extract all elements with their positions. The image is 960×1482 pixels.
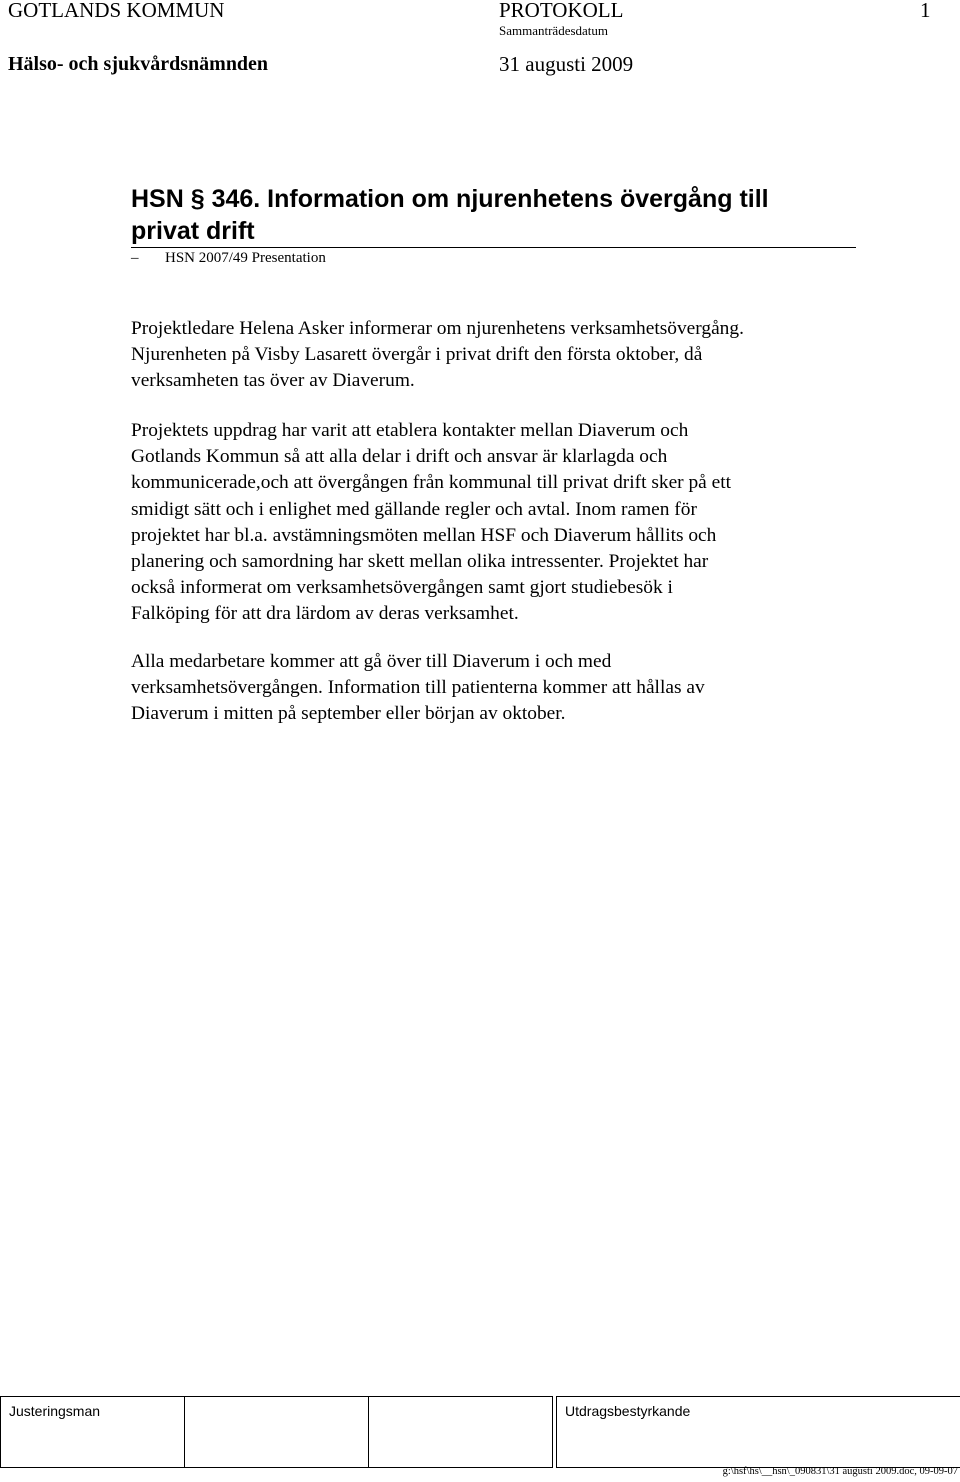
paragraph-2 (131, 418, 831, 628)
paragraph-line: Projektledare Helena Asker informerar om njurenhetens verksamhetsövergång. (131, 318, 744, 339)
agenda-title (131, 183, 856, 248)
agenda-reference (131, 249, 326, 267)
file-path: g:\hsf\hs\__hsn\_090831\31 augusti 2009.doc, 09-09-07 (722, 1466, 958, 1477)
paragraph-line: Diaverum i mitten på september eller början av oktober. (131, 703, 566, 725)
paragraph-line: kommunicerade,och att övergången från kommunal till privat drift sker på ett (131, 472, 732, 494)
utdragsbestyrkande-label: Utdragsbestyrkande (565, 1403, 691, 1419)
signature-cell (185, 1397, 369, 1468)
meeting-date: 31 augusti 2009 (499, 52, 634, 76)
paragraph-1 (131, 316, 831, 395)
utdragsbestyrkande-cell (557, 1397, 960, 1468)
org-name: GOTLANDS KOMMUN (8, 0, 225, 22)
paragraph-line: verksamheten tas över av Diaverum. (131, 370, 415, 392)
document-type: PROTOKOLL (499, 0, 624, 22)
paragraph-line: Njurenheten på Visby Lasarett övergår i privat drift den första oktober, då (131, 344, 703, 366)
justeringsman-label: Justeringsman (9, 1403, 101, 1419)
justeringsman-cell (1, 1397, 185, 1468)
signature-cell (369, 1397, 553, 1468)
paragraph-line: smidigt sätt och i enlighet med gällande regler och avtal. Inom ramen för (131, 498, 697, 520)
paragraph-line: också informerat om verksamhetsövergången samt gjort studiebesök i (131, 577, 673, 599)
dash-icon: – (131, 250, 139, 266)
paragraph-line: verksamhetsövergången. Information till patienterna kommer att hållas av (131, 677, 705, 699)
paragraph-line: Projektets uppdrag har varit att etablera kontakter mellan Diaverum och (131, 420, 689, 441)
agenda-title-line: privat drift (131, 217, 255, 245)
signature-table (0, 1396, 960, 1468)
paragraph-line: planering och samordning har skett mellan olika intressenter. Projektet har (131, 551, 709, 573)
paragraph-line: Alla medarbetare kommer att gå över till Diaverum i och med (131, 651, 612, 672)
date-label: Sammanträdesdatum (499, 23, 609, 38)
paragraph-3 (131, 649, 831, 728)
committee-name: Hälso- och sjukvårdsnämnden (8, 53, 269, 75)
paragraph-line: projektet har bl.a. avstämningsmöten mellan HSF och Diaverum hållits och (131, 524, 717, 546)
paragraph-line: Falköping för att dra lärdom av deras verksamhet. (131, 603, 519, 625)
page-number: 1 (920, 0, 931, 22)
agenda-title-line: HSN § 346. Information om njurenhetens övergång till (131, 185, 769, 213)
paragraph-line: Gotlands Kommun så att alla delar i drift och ansvar är klarlagda och (131, 446, 668, 468)
reference-text: HSN 2007/49 Presentation (165, 250, 326, 266)
